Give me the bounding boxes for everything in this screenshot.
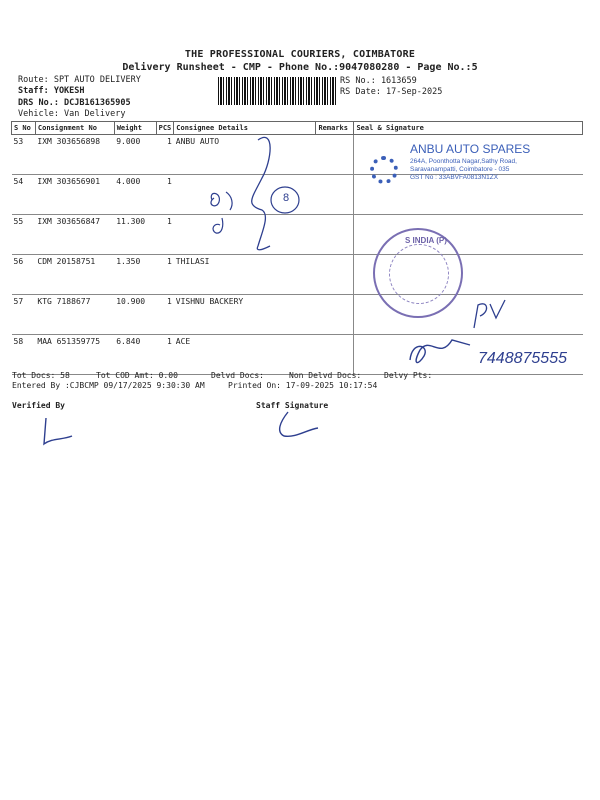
bracket-mark [252,137,270,249]
cell-sno: 57 [12,295,36,335]
rs-number: RS No.: 1613659 [340,76,417,86]
cell-consignment: IXM 303656898 [35,135,114,175]
cell-pcs: 1 [156,335,174,375]
rs-date: RS Date: 17-Sep-2025 [340,87,443,97]
stamp-gst: GST No : 33ABVFA0813N1ZX [410,174,499,181]
cell-sno: 58 [12,335,36,375]
handwritten-phone: 7448875555 [478,350,567,367]
cell-sno: 55 [12,215,36,255]
delvy-pts: Delvy Pts: [384,371,433,380]
staff-signature-mark [280,412,318,436]
cell-consignee: ANBU AUTO [174,135,316,175]
cell-consignment: IXM 303656847 [35,215,114,255]
cell-weight: 11.300 [114,215,156,255]
col-seal: Seal & Signature [354,122,583,135]
cell-consignment: IXM 303656901 [35,175,114,215]
stamp-line1: 264A, Poonthotta Nagar,Sathy Road, [410,158,517,165]
vehicle-label: Vehicle: Van Delivery [18,109,126,119]
col-sno: S No [12,122,36,135]
cell-pcs: 1 [156,255,174,295]
cell-consignment: CDM 20158751 [35,255,114,295]
staff-label: Staff: YOKESH [18,86,85,96]
cell-sno: 54 [12,175,36,215]
signature-mark [410,340,470,363]
cell-pcs: 1 [156,175,174,215]
cell-weight: 1.350 [114,255,156,295]
stamp-name: ANBU AUTO SPARES [410,142,531,156]
non-delvd-docs: Non Delvd Docs: [289,371,362,380]
cell-weight: 6.840 [114,335,156,375]
stamp-line2: Saravanampatti, Coimbatore - 035 [410,166,510,173]
cell-consignee: VISHNU BACKERY [174,295,316,335]
printed-on: Printed On: 17-09-2025 10:17:54 [228,381,378,390]
entered-by: Entered By :CJBCMP 09/17/2025 9:30:30 AM [12,381,205,390]
col-weight: Weight [114,122,156,135]
cell-consignment: KTG 7188677 [35,295,114,335]
cell-weight: 10.900 [114,295,156,335]
cell-consignment: MAA 651359775 [35,335,114,375]
cell-consignee: ACE [174,335,316,375]
runsheet-subtitle: Delivery Runsheet - CMP - Phone No.:9047080280 - Page No.:5 [122,62,478,73]
route-label: Route: SPT AUTO DELIVERY [18,75,141,85]
scribble-mark [211,192,232,233]
cell-consignee: THILASI [174,255,316,295]
cell-weight: 9.000 [114,135,156,175]
col-consignment: Consignment No [35,122,114,135]
staff-signature-label: Staff Signature [256,401,329,410]
cell-sno: 56 [12,255,36,295]
cell-pcs: 1 [156,215,174,255]
cell-pcs: 1 [156,295,174,335]
delvd-docs: Delvd Docs: [211,371,264,380]
col-remarks: Remarks [316,122,354,135]
drs-number: DRS No.: DCJB161365905 [18,98,131,108]
cell-pcs: 1 [156,135,174,175]
cell-sno: 53 [12,135,36,175]
tot-cod: Tot COD Amt: 0.00 [96,371,178,380]
seal-text: S INDIA (P) [405,236,447,245]
cell-weight: 4.000 [114,175,156,215]
tot-docs: Tot Docs: 58 [12,371,70,380]
verified-signature [44,418,72,444]
col-consignee: Consignee Details [174,122,316,135]
circled-number: 8 [283,192,290,204]
company-name: THE PROFESSIONAL COURIERS, COIMBATORE [184,49,416,60]
verified-by-label: Verified By [12,401,65,410]
col-pcs: PCS [156,122,174,135]
